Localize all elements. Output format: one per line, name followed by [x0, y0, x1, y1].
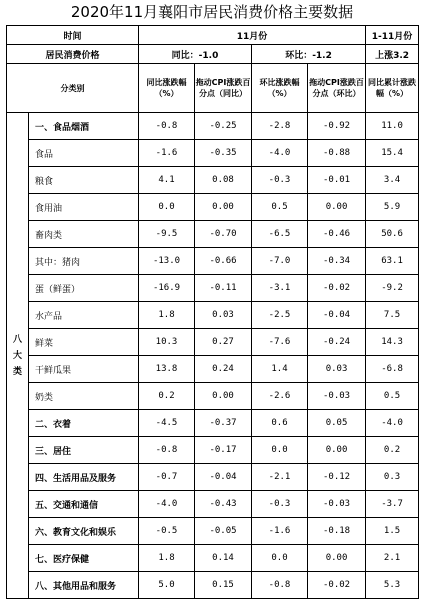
- col-mom-header: 环比涨跌幅（%）: [252, 64, 308, 113]
- table-row: [7, 545, 419, 572]
- yoy-cell: 1.8: [139, 545, 195, 572]
- ytd-cell: 3.4: [366, 167, 419, 194]
- table-row: [7, 437, 419, 464]
- ytd-cell: 1.5: [366, 518, 419, 545]
- category-cell: 粮食: [29, 167, 139, 194]
- yoy-pull-cell: -0.66: [195, 248, 252, 275]
- mom-cell: 0.6: [252, 410, 308, 437]
- mom-pull-cell: 0.00: [308, 194, 366, 221]
- yoy-cell: 4.1: [139, 167, 195, 194]
- ytd-cell: 63.1: [366, 248, 419, 275]
- table-row: [7, 113, 419, 140]
- mom-pull-cell: -0.02: [308, 572, 366, 599]
- cpi-table: [6, 25, 419, 599]
- yoy-cell: -9.5: [139, 221, 195, 248]
- category-cell: 食品: [29, 140, 139, 167]
- mom-cell: -2.5: [252, 302, 308, 329]
- mom-cell: -0.8: [252, 572, 308, 599]
- yoy-cell: 0.2: [139, 383, 195, 410]
- month-header: 11月份: [139, 26, 366, 45]
- yoy-cell: -1.6: [139, 140, 195, 167]
- mom-pull-cell: -0.03: [308, 383, 366, 410]
- mom-pull-cell: -0.92: [308, 113, 366, 140]
- yoy-pull-cell: 0.27: [195, 329, 252, 356]
- category-cell: 五、交通和通信: [29, 491, 139, 518]
- table-row: [7, 167, 419, 194]
- category-cell: 鲜菜: [29, 329, 139, 356]
- yoy-cell: 1.8: [139, 302, 195, 329]
- table-row: [7, 383, 419, 410]
- category-cell: 干鲜瓜果: [29, 356, 139, 383]
- side-label: 八大类: [7, 113, 29, 599]
- mom-cell: 1.4: [252, 356, 308, 383]
- yoy-cell: -0.7: [139, 464, 195, 491]
- mom-cell: -1.6: [252, 518, 308, 545]
- table-row: [7, 410, 419, 437]
- mom-cell: -4.0: [252, 140, 308, 167]
- mom-cell: 0.0: [252, 545, 308, 572]
- yoy-pull-cell: -0.11: [195, 275, 252, 302]
- ytd-header: 1-11月份: [366, 26, 419, 45]
- ytd-cell: -6.8: [366, 356, 419, 383]
- yoy-cell: 5.0: [139, 572, 195, 599]
- ytd-cell: 15.4: [366, 140, 419, 167]
- category-cell: 六、教育文化和娱乐: [29, 518, 139, 545]
- table-row: [7, 194, 419, 221]
- yoy-pull-cell: 0.15: [195, 572, 252, 599]
- category-cell: 一、食品烟酒: [29, 113, 139, 140]
- yoy-cell: 13.8: [139, 356, 195, 383]
- category-cell: 八、其他用品和服务: [29, 572, 139, 599]
- yoy-cell: -16.9: [139, 275, 195, 302]
- ytd-cell: 2.1: [366, 545, 419, 572]
- category-header: 分类别: [7, 64, 139, 113]
- header-row-time: [7, 26, 419, 45]
- yoy-pull-cell: 0.00: [195, 194, 252, 221]
- col-mom-pull-header: 拖动CPI涨跌百分点（环比）: [308, 64, 366, 113]
- table-row: [7, 464, 419, 491]
- yoy-summary: 同比：-1.0: [139, 45, 252, 64]
- mom-cell: -7.6: [252, 329, 308, 356]
- col-yoy-pull-header: 拖动CPI涨跌百分点（同比）: [195, 64, 252, 113]
- mom-pull-cell: 0.03: [308, 356, 366, 383]
- time-header: 时间: [7, 26, 139, 45]
- mom-pull-cell: 0.00: [308, 437, 366, 464]
- ytd-cell: -3.7: [366, 491, 419, 518]
- table-row: [7, 248, 419, 275]
- mom-cell: 0.5: [252, 194, 308, 221]
- mom-pull-cell: -0.18: [308, 518, 366, 545]
- category-cell: 四、生活用品及服务: [29, 464, 139, 491]
- table-row: [7, 329, 419, 356]
- category-cell: 三、居住: [29, 437, 139, 464]
- mom-pull-cell: -0.04: [308, 302, 366, 329]
- category-cell: 其中：猪肉: [29, 248, 139, 275]
- table-row: [7, 572, 419, 599]
- cpi-label: 居民消费价格: [7, 45, 139, 64]
- page-title: 2020年11月襄阳市居民消费价格主要数据: [70, 3, 354, 21]
- yoy-pull-cell: -0.04: [195, 464, 252, 491]
- ytd-cell: 7.5: [366, 302, 419, 329]
- category-cell: 水产品: [29, 302, 139, 329]
- mom-pull-cell: -0.46: [308, 221, 366, 248]
- category-cell: 蛋（鲜蛋）: [29, 275, 139, 302]
- yoy-pull-cell: -0.43: [195, 491, 252, 518]
- header-row-cpi: [7, 45, 419, 64]
- ytd-cell: 5.3: [366, 572, 419, 599]
- yoy-pull-cell: 0.03: [195, 302, 252, 329]
- category-cell: 食用油: [29, 194, 139, 221]
- mom-cell: -0.3: [252, 491, 308, 518]
- mom-cell: -3.1: [252, 275, 308, 302]
- ytd-cell: 14.3: [366, 329, 419, 356]
- col-yoy-header: 同比涨跌幅（%）: [139, 64, 195, 113]
- yoy-pull-cell: 0.14: [195, 545, 252, 572]
- yoy-pull-cell: -0.70: [195, 221, 252, 248]
- yoy-cell: 10.3: [139, 329, 195, 356]
- mom-pull-cell: -0.01: [308, 167, 366, 194]
- mom-cell: -0.3: [252, 167, 308, 194]
- yoy-cell: -13.0: [139, 248, 195, 275]
- category-cell: 二、衣着: [29, 410, 139, 437]
- yoy-pull-cell: 0.24: [195, 356, 252, 383]
- yoy-pull-cell: -0.05: [195, 518, 252, 545]
- yoy-pull-cell: 0.08: [195, 167, 252, 194]
- table-row: [7, 140, 419, 167]
- table-row: [7, 275, 419, 302]
- ytd-cell: -4.0: [366, 410, 419, 437]
- yoy-cell: -0.8: [139, 437, 195, 464]
- yoy-cell: -4.5: [139, 410, 195, 437]
- yoy-cell: -0.5: [139, 518, 195, 545]
- yoy-cell: 0.0: [139, 194, 195, 221]
- mom-pull-cell: -0.34: [308, 248, 366, 275]
- table-row: [7, 302, 419, 329]
- mom-pull-cell: -0.12: [308, 464, 366, 491]
- category-cell: 七、医疗保健: [29, 545, 139, 572]
- yoy-pull-cell: -0.25: [195, 113, 252, 140]
- ytd-cell: 0.2: [366, 437, 419, 464]
- ytd-summary: 上涨3.2: [366, 45, 419, 64]
- mom-cell: -2.6: [252, 383, 308, 410]
- yoy-cell: -4.0: [139, 491, 195, 518]
- table-row: [7, 356, 419, 383]
- ytd-cell: 50.6: [366, 221, 419, 248]
- table-row: [7, 491, 419, 518]
- yoy-pull-cell: -0.35: [195, 140, 252, 167]
- mom-pull-cell: 0.00: [308, 545, 366, 572]
- mom-cell: 0.0: [252, 437, 308, 464]
- ytd-cell: 5.9: [366, 194, 419, 221]
- mom-summary: 环比：-1.2: [252, 45, 366, 64]
- mom-cell: -2.8: [252, 113, 308, 140]
- ytd-cell: 0.3: [366, 464, 419, 491]
- yoy-pull-cell: -0.37: [195, 410, 252, 437]
- mom-pull-cell: -0.03: [308, 491, 366, 518]
- mom-pull-cell: -0.24: [308, 329, 366, 356]
- category-cell: 奶类: [29, 383, 139, 410]
- mom-pull-cell: 0.05: [308, 410, 366, 437]
- yoy-pull-cell: -0.17: [195, 437, 252, 464]
- yoy-pull-cell: 0.00: [195, 383, 252, 410]
- mom-pull-cell: -0.02: [308, 275, 366, 302]
- mom-cell: -7.0: [252, 248, 308, 275]
- mom-cell: -2.1: [252, 464, 308, 491]
- col-ytd-header: 同比累计涨跌幅（%）: [366, 64, 419, 113]
- ytd-cell: 0.5: [366, 383, 419, 410]
- ytd-cell: -9.2: [366, 275, 419, 302]
- mom-cell: -6.5: [252, 221, 308, 248]
- category-cell: 畜肉类: [29, 221, 139, 248]
- mom-pull-cell: -0.88: [308, 140, 366, 167]
- table-row: [7, 518, 419, 545]
- ytd-cell: 11.0: [366, 113, 419, 140]
- header-row-columns: [7, 64, 419, 113]
- yoy-cell: -0.8: [139, 113, 195, 140]
- table-row: [7, 221, 419, 248]
